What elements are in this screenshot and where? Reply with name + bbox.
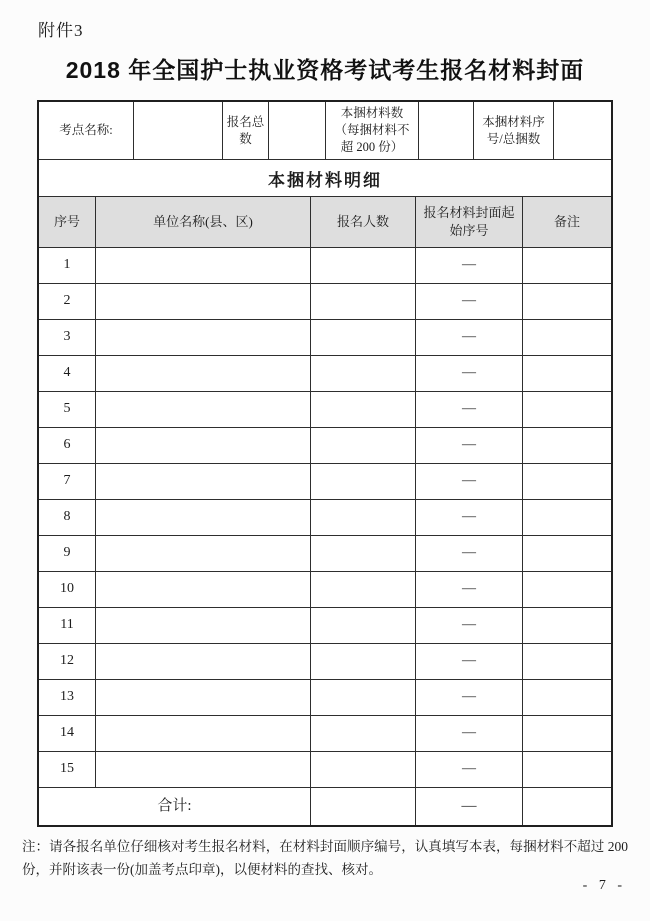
info-row	[39, 102, 611, 160]
table-row	[39, 284, 611, 320]
header-start-serial: 报名材料封面起始序号	[416, 197, 523, 247]
start-serial-cell: —	[416, 716, 523, 751]
header-serial-number: 序号	[39, 197, 96, 247]
remark-cell	[523, 644, 611, 679]
start-serial-cell: —	[416, 536, 523, 571]
exam-site-value-cell	[134, 102, 223, 159]
start-serial-cell: —	[416, 500, 523, 535]
remark-cell	[523, 716, 611, 751]
page-number: - 7 -	[582, 878, 626, 893]
remark-cell	[523, 608, 611, 643]
cover-form-table	[37, 100, 613, 827]
table-row	[39, 320, 611, 356]
unit-name-cell	[96, 356, 311, 391]
bundle-count-label: 本捆材料数（每捆材料不超 200 份）	[326, 102, 419, 159]
total-remark-cell	[523, 788, 611, 825]
row-number: 6	[39, 428, 96, 463]
unit-name-cell	[96, 572, 311, 607]
table-row	[39, 680, 611, 716]
applicant-count-cell	[311, 428, 416, 463]
applicant-count-cell	[311, 716, 416, 751]
applicant-count-cell	[311, 572, 416, 607]
start-serial-cell: —	[416, 428, 523, 463]
row-number: 5	[39, 392, 96, 427]
start-serial-cell: —	[416, 608, 523, 643]
total-row	[39, 788, 611, 825]
applicant-count-cell	[311, 356, 416, 391]
row-number: 15	[39, 752, 96, 787]
row-number: 7	[39, 464, 96, 499]
header-applicant-count: 报名人数	[311, 197, 416, 247]
remark-cell	[523, 536, 611, 571]
applicant-count-cell	[311, 392, 416, 427]
row-number: 11	[39, 608, 96, 643]
applicant-count-cell	[311, 752, 416, 787]
bundle-serial-label: 本捆材料序号/总捆数	[474, 102, 554, 159]
remark-cell	[523, 464, 611, 499]
page-title: 2018 年全国护士执业资格考试考生报名材料封面	[65, 57, 585, 83]
unit-name-cell	[96, 536, 311, 571]
header-remark: 备注	[523, 197, 611, 247]
row-number: 8	[39, 500, 96, 535]
unit-name-cell	[96, 752, 311, 787]
total-start-serial-cell: —	[416, 788, 523, 825]
remark-cell	[523, 320, 611, 355]
start-serial-cell: —	[416, 644, 523, 679]
remark-cell	[523, 284, 611, 319]
table-row	[39, 572, 611, 608]
remark-cell	[523, 572, 611, 607]
exam-site-label: 考点名称:	[39, 102, 134, 159]
table-row	[39, 608, 611, 644]
applicant-count-cell	[311, 500, 416, 535]
unit-name-cell	[96, 392, 311, 427]
applicant-count-cell	[311, 536, 416, 571]
total-count-cell	[311, 788, 416, 825]
table-row	[39, 752, 611, 788]
start-serial-cell: —	[416, 248, 523, 283]
registration-total-label: 报名总数	[223, 102, 269, 159]
table-row	[39, 644, 611, 680]
remark-cell	[523, 680, 611, 715]
start-serial-cell: —	[416, 464, 523, 499]
table-row	[39, 248, 611, 284]
remark-cell	[523, 248, 611, 283]
unit-name-cell	[96, 644, 311, 679]
row-number: 2	[39, 284, 96, 319]
registration-total-value-cell	[269, 102, 326, 159]
unit-name-cell	[96, 608, 311, 643]
start-serial-cell: —	[416, 392, 523, 427]
remark-cell	[523, 752, 611, 787]
row-number: 1	[39, 248, 96, 283]
applicant-count-cell	[311, 284, 416, 319]
applicant-count-cell	[311, 680, 416, 715]
row-number: 4	[39, 356, 96, 391]
start-serial-cell: —	[416, 320, 523, 355]
start-serial-cell: —	[416, 680, 523, 715]
start-serial-cell: —	[416, 284, 523, 319]
footnote: 注：请各报名单位仔细核对考生报名材料，在材料封面顺序编号，认真填写本表，每捆材料不超过 200 份，并附该表一份(加盖考点印章)，以便材料的查找、核对。	[22, 839, 628, 877]
table-row	[39, 356, 611, 392]
table-row	[39, 716, 611, 752]
unit-name-cell	[96, 248, 311, 283]
remark-cell	[523, 428, 611, 463]
unit-name-cell	[96, 500, 311, 535]
table-header-row	[39, 197, 611, 248]
attachment-label: 附件3	[38, 21, 84, 40]
row-number: 12	[39, 644, 96, 679]
row-number: 14	[39, 716, 96, 751]
table-row	[39, 428, 611, 464]
start-serial-cell: —	[416, 752, 523, 787]
remark-cell	[523, 356, 611, 391]
bundle-count-value-cell	[419, 102, 474, 159]
row-number: 9	[39, 536, 96, 571]
table-row	[39, 536, 611, 572]
unit-name-cell	[96, 284, 311, 319]
header-unit-name: 单位名称(县、区)	[96, 197, 311, 247]
unit-name-cell	[96, 428, 311, 463]
applicant-count-cell	[311, 608, 416, 643]
total-label: 合计:	[39, 788, 311, 825]
table-row	[39, 500, 611, 536]
row-number: 10	[39, 572, 96, 607]
applicant-count-cell	[311, 248, 416, 283]
remark-cell	[523, 392, 611, 427]
start-serial-cell: —	[416, 572, 523, 607]
row-number: 13	[39, 680, 96, 715]
unit-name-cell	[96, 464, 311, 499]
applicant-count-cell	[311, 644, 416, 679]
section-title: 本捆材料明细	[39, 160, 611, 197]
remark-cell	[523, 500, 611, 535]
applicant-count-cell	[311, 464, 416, 499]
table-row	[39, 464, 611, 500]
start-serial-cell: —	[416, 356, 523, 391]
unit-name-cell	[96, 320, 311, 355]
unit-name-cell	[96, 716, 311, 751]
row-number: 3	[39, 320, 96, 355]
table-row	[39, 392, 611, 428]
bundle-serial-value-cell	[554, 102, 611, 159]
applicant-count-cell	[311, 320, 416, 355]
unit-name-cell	[96, 680, 311, 715]
